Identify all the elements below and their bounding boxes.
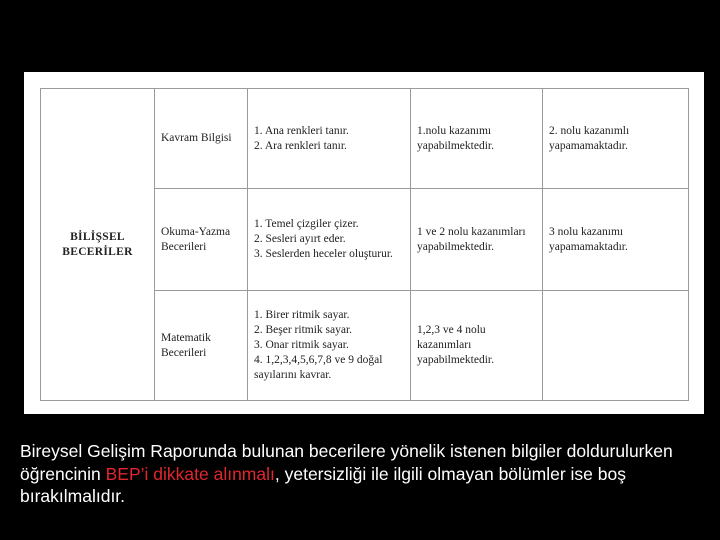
area-line: Matematik bbox=[161, 331, 211, 344]
slide-caption bbox=[20, 440, 710, 508]
achieved-line: 1.nolu kazanımı bbox=[417, 124, 492, 137]
achieved-line: yapabilmektedir. bbox=[417, 240, 494, 253]
not-achieved-line: yapamamaktadır. bbox=[549, 139, 628, 152]
skill-line: 3. Onar ritmik sayar. bbox=[254, 339, 349, 351]
skill-line: 1. Birer ritmik sayar. bbox=[254, 309, 350, 321]
achieved-cell bbox=[411, 291, 543, 401]
skills-cell bbox=[248, 189, 411, 291]
skill-line: 1. Temel çizgiler çizer. bbox=[254, 218, 359, 230]
table-row bbox=[41, 89, 689, 189]
achieved-line: 1,2,3 ve 4 nolu bbox=[417, 324, 486, 336]
area-line: Kavram Bilgisi bbox=[161, 132, 232, 144]
skills-cell bbox=[248, 291, 411, 401]
not-achieved-cell bbox=[543, 89, 689, 189]
not-achieved-cell bbox=[543, 189, 689, 291]
not-achieved-line: 3 nolu kazanımı bbox=[549, 225, 624, 238]
not-achieved-line: 2. nolu kazanımlı bbox=[549, 124, 630, 137]
skills-cell bbox=[248, 89, 411, 189]
caption-highlight: BEP’i dikkate alınmalı bbox=[105, 463, 275, 484]
area-line: Becerileri bbox=[161, 346, 207, 359]
achieved-cell bbox=[411, 89, 543, 189]
skill-area-cell bbox=[155, 291, 248, 401]
category-label-line: BECERİLER bbox=[62, 245, 133, 258]
skill-line: 3. Seslerden heceler oluşturur. bbox=[254, 248, 393, 260]
caption-text: Bireysel Gelişim Raporunda bulunan becerilere yönelik istenen bilgiler doldurulurken öğrencinin bbox=[20, 441, 673, 484]
skill-line: 2. Ara renkleri tanır. bbox=[254, 139, 347, 152]
achieved-line: 1 ve 2 nolu kazanımları bbox=[417, 225, 526, 238]
category-label-line: BİLİŞSEL bbox=[70, 230, 125, 243]
skill-line: 1. Ana renkleri tanır. bbox=[254, 124, 349, 137]
caption-text: , yetersizliği ile ilgili olmayan bölümler ise boş bırakılmalıdır. bbox=[20, 463, 626, 506]
achieved-line: yapabilmektedir. bbox=[417, 354, 494, 366]
not-achieved-cell bbox=[543, 291, 689, 401]
achieved-cell bbox=[411, 189, 543, 291]
skill-category-cell bbox=[41, 89, 155, 401]
report-table-image bbox=[24, 72, 704, 414]
development-report-table bbox=[40, 88, 689, 401]
skill-line: 2. Beşer ritmik sayar. bbox=[254, 324, 353, 336]
skill-area-cell bbox=[155, 189, 248, 291]
skill-line: sayılarını kavrar. bbox=[254, 369, 332, 381]
skill-area-cell bbox=[155, 89, 248, 189]
not-achieved-line: yapamamaktadır. bbox=[549, 240, 628, 253]
skill-line: 2. Sesleri ayırt eder. bbox=[254, 233, 346, 245]
area-line: Okuma-Yazma bbox=[161, 225, 231, 238]
achieved-line: kazanımları bbox=[417, 339, 472, 351]
area-line: Becerileri bbox=[161, 240, 207, 253]
skill-line: 4. 1,2,3,4,5,6,7,8 ve 9 doğal bbox=[254, 354, 383, 366]
achieved-line: yapabilmektedir. bbox=[417, 139, 494, 152]
